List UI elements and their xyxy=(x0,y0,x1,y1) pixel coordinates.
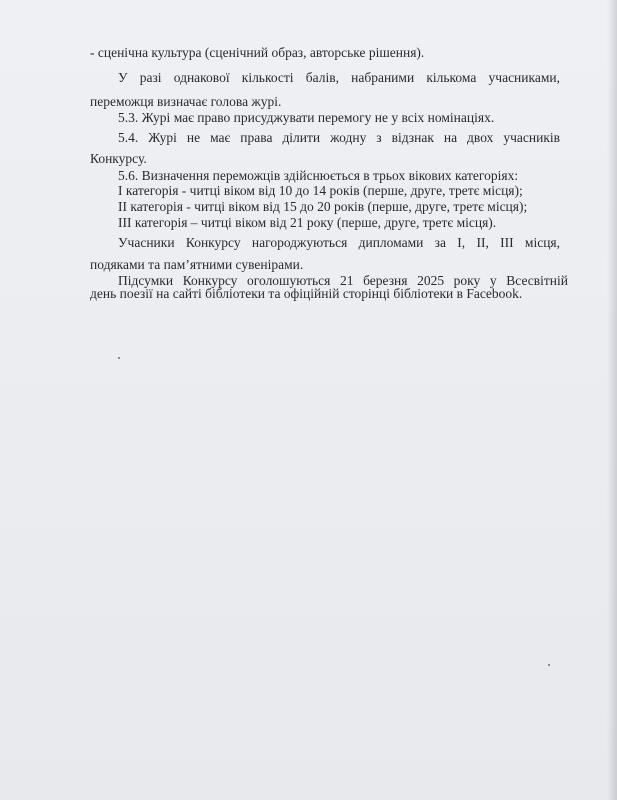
text-line-results-cont: день поезії на сайті бібліотеки та офіційній сторінці бібліотеки в Facebook. xyxy=(90,286,523,301)
text-line-5-3: 5.3. Журі має право присуджувати перемогу не у всіх номінаціях. xyxy=(118,110,495,125)
text-line-tie-rule-cont: переможця визначає голова журі. xyxy=(90,94,282,109)
text-line-awards-cont: подяками та пам’ятними сувенірами. xyxy=(90,257,304,272)
text-line-5-6: 5.6. Визначення переможців здійснюється в трьох вікових категоріях: xyxy=(118,168,519,183)
text-line-category-2: ІІ категорія - читці віком від 15 до 20 років (перше, друге, третє місця); xyxy=(118,199,528,214)
text-line-5-4: 5.4. Журі не має права ділити жодну з відзнак на двох учасників xyxy=(118,130,560,145)
text-line-category-3: ІІІ категорія – читці віком від 21 року (перше, друге, третє місця). xyxy=(118,215,497,230)
text-line-tie-rule: У разі однакової кількості балів, набраними кількома учасниками, xyxy=(118,70,560,85)
text-line-category-1: І категорія - читці віком від 10 до 14 років (перше, друге, третє місця); xyxy=(118,183,523,198)
scan-speck xyxy=(548,664,550,666)
scan-speck xyxy=(118,357,120,359)
text-line-awards: Учасники Конкурсу нагороджуються дипломами за І, ІІ, ІІІ місця, xyxy=(118,235,560,250)
text-line-criterion: - сценічна культура (сценічний образ, авторське рішення). xyxy=(90,45,425,60)
text-line-results: Підсумки Конкурсу оголошуються 21 березня 2025 року у Всесвітній xyxy=(118,273,568,288)
page-edge-shadow xyxy=(607,0,617,800)
text-line-5-4-cont: Конкурсу. xyxy=(90,151,147,166)
